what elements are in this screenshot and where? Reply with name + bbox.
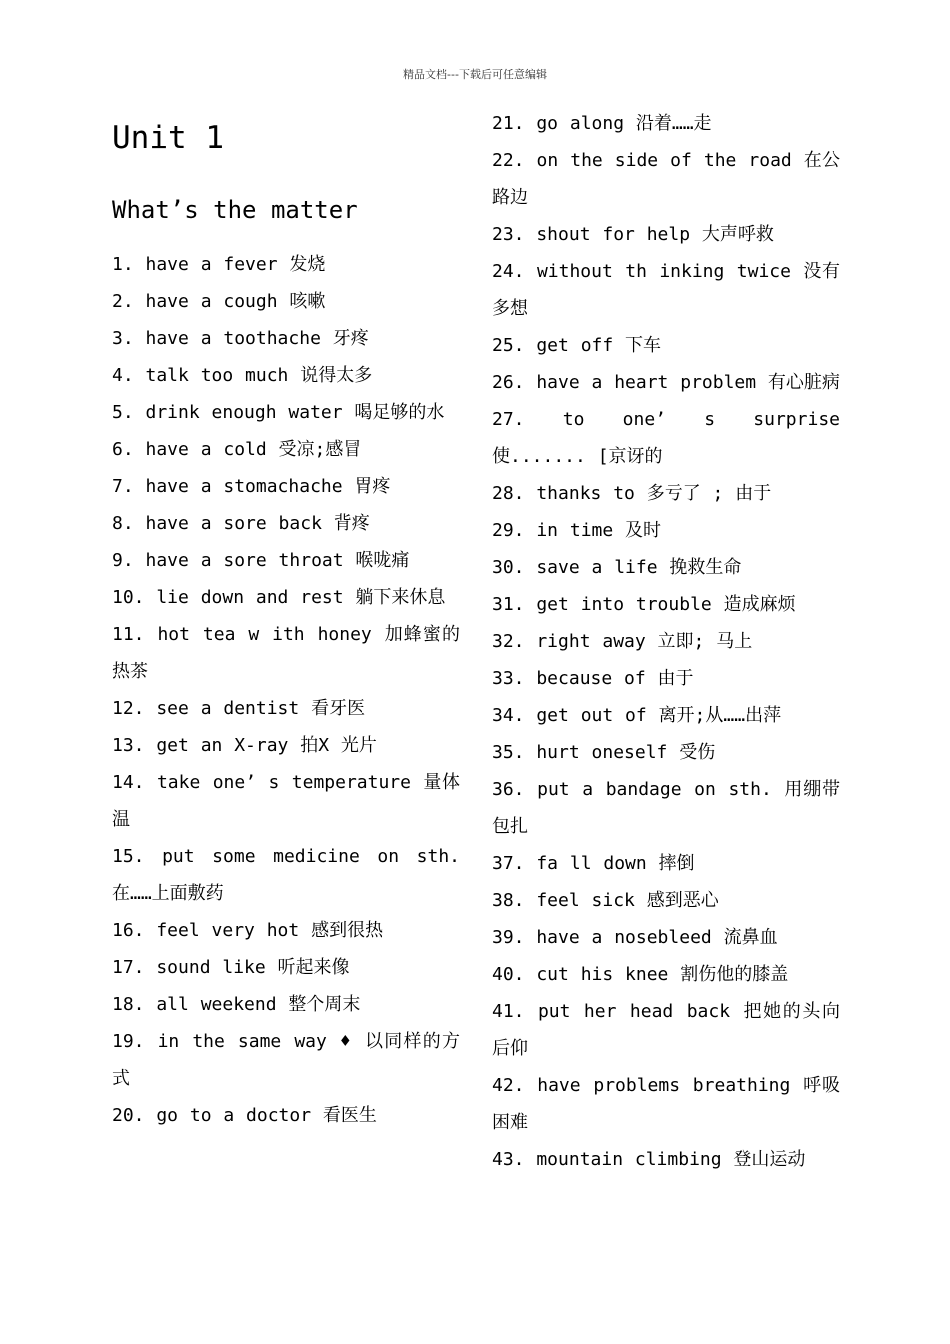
vocab-item: 18. all weekend 整个周末 [112, 994, 361, 1015]
vocab-item: 2. have a cough 咳嗽 [112, 291, 326, 312]
vocab-list-left [112, 246, 460, 1134]
vocab-item: 6. have a cold 受凉;感冒 [112, 439, 362, 460]
page-subtitle: What’s the matter [112, 196, 358, 224]
vocab-item: 39. have a nosebleed 流鼻血 [492, 927, 778, 948]
vocab-list-right [492, 105, 840, 1178]
vocab-item: 5. drink enough water 喝足够的水 [112, 402, 445, 423]
vocab-item: 33. because of 由于 [492, 668, 694, 689]
vocab-item: 29. in time 及时 [492, 520, 662, 541]
vocab-item: 20. go to a doctor 看医生 [112, 1105, 377, 1126]
vocab-item: 25. get off 下车 [492, 335, 662, 356]
vocab-item: 31. get into trouble 造成麻烦 [492, 594, 796, 615]
vocab-item: 1. have a fever 发烧 [112, 254, 326, 275]
vocab-item: 17. sound like 听起来像 [112, 957, 350, 978]
vocab-item: 3. have a toothache 牙疼 [112, 328, 369, 349]
page-title: Unit 1 [112, 120, 224, 156]
vocab-item: 26. have a heart problem 有心脏病 [492, 372, 840, 393]
vocab-item: 22. on the side of the road 在公路边 [492, 150, 840, 208]
vocab-item: 11. hot tea w ith honey 加蜂蜜的热茶 [112, 624, 460, 682]
vocab-item: 36. put a bandage on sth. 用绷带包扎 [492, 779, 840, 837]
vocab-item: 32. right away 立即; 马上 [492, 631, 753, 652]
vocab-item: 16. feel very hot 感到很热 [112, 920, 384, 941]
vocab-item: 37. fa ll down 摔倒 [492, 853, 695, 874]
vocab-item: 28. thanks to 多亏了 ; 由于 [492, 483, 772, 504]
vocab-item: 10. lie down and rest 躺下来休息 [112, 587, 446, 608]
vocab-item: 30. save a life 挽救生命 [492, 557, 742, 578]
vocab-item: 21. go along 沿着……走 [492, 113, 712, 134]
vocab-item: 24. without th inking twice 没有多想 [492, 261, 840, 319]
vocab-item: 23. shout for help 大声呼救 [492, 224, 774, 245]
page-header: 精品文档---下载后可任意编辑 [403, 68, 547, 81]
vocab-item: 42. have problems breathing 呼吸困难 [492, 1075, 840, 1133]
vocab-item: 12. see a dentist 看牙医 [112, 698, 366, 719]
vocab-item: 35. hurt oneself 受伤 [492, 742, 716, 763]
vocab-item: 34. get out of 离开;从……出萍 [492, 705, 782, 726]
vocab-item: 13. get an X-ray 拍X 光片 [112, 735, 377, 756]
vocab-item: 40. cut his knee 割伤他的膝盖 [492, 964, 789, 985]
vocab-item: 7. have a stomachache 胃疼 [112, 476, 391, 497]
vocab-item: 19. in the same way ♦ 以同样的方式 [112, 1031, 460, 1089]
vocab-item: 8. have a sore back 背疼 [112, 513, 370, 534]
vocab-item: 15. put some medicine on sth. 在……上面敷药 [112, 846, 460, 904]
vocab-item: 27. to one’ s surprise 使....... [京讶的 [492, 409, 840, 467]
vocab-item: 38. feel sick 感到恶心 [492, 890, 719, 911]
vocab-item: 14. take one’ s temperature 量体温 [112, 772, 460, 830]
vocab-item: 9. have a sore throat 喉咙痛 [112, 550, 410, 571]
vocab-item: 41. put her head back 把她的头向后仰 [492, 1001, 840, 1059]
vocab-item: 4. talk too much 说得太多 [112, 365, 373, 386]
vocab-item: 43. mountain climbing 登山运动 [492, 1149, 806, 1170]
